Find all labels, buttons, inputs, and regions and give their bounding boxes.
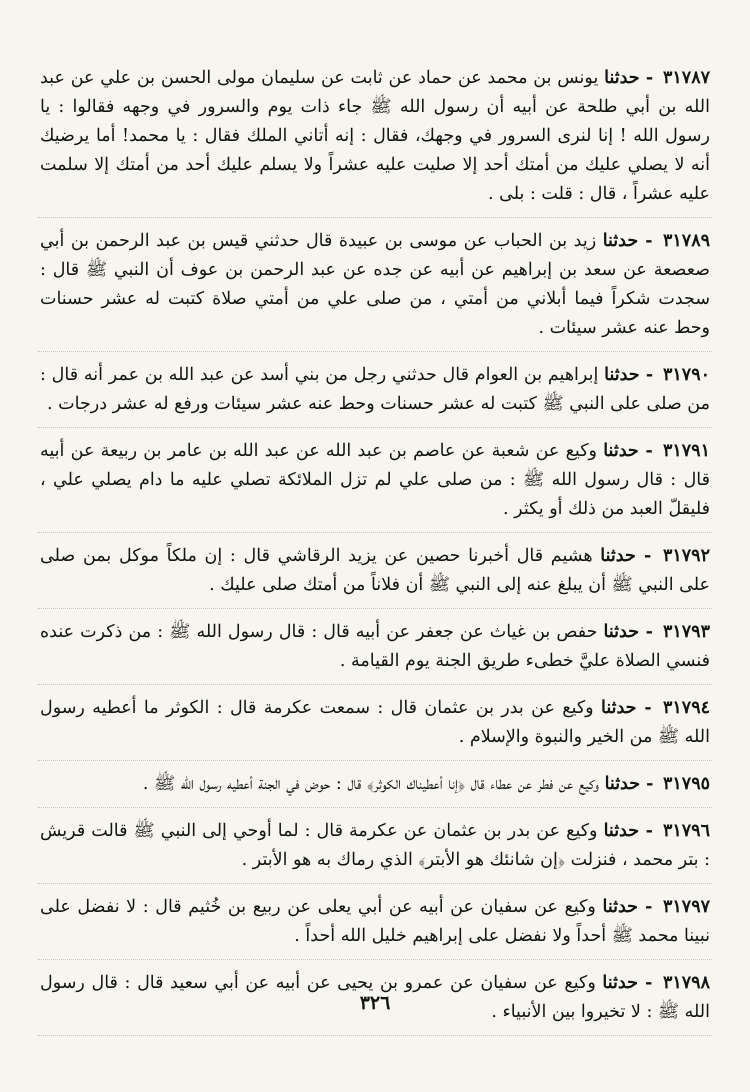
hadith-number: ٣١٧٩٠ — [663, 365, 710, 385]
hadith-number: ٣١٧٨٧ — [663, 68, 710, 88]
hadith-text: هشيم قال أخبرنا حصين عن يزيد الرقاشي قال : إن ملكاً موكل بمن صلى على النبي ﷺ أن يبلغ عنه إلى النبي ﷺ أن فلاناً من أمتك صلى عليك . — [40, 546, 710, 595]
hadith-text: حفص بن غياث عن جعفر عن أبيه قال : قال رسول الله ﷺ : من ذكرت عنده فنسي الصلاة عليَّ خطىء طريق الجنة يوم القيامة . — [40, 622, 710, 671]
hadith-31794 — [38, 694, 712, 761]
hadith-31790 — [38, 361, 712, 428]
hadith-number: ٣١٧٩١ — [662, 441, 710, 461]
page-number: ٣٢٦ — [359, 992, 391, 1014]
hadith-number: ٣١٧٩٦ — [662, 821, 710, 841]
hadith-text: زيد بن الحباب عن موسى بن عبيدة قال حدثني قيس بن عبد الرحمن بن أبي صعصعة عن سعد بن إبراهيم عن أبيه عن جده عن عبد الرحمن بن عوف أن النبي ﷺ قال : سجدت شكراً فيما أبلاني من أمتي ، من صلى علي من أمتي صلاة كتبت له عشر حسنات وحط عنه عشر سيئات . — [40, 231, 710, 338]
hadith-opening: - حدثنا — [603, 821, 653, 841]
hadith-opening: - حدثنا — [604, 774, 654, 794]
hadith-opening: - حدثنا — [604, 68, 654, 88]
hadith-31789 — [38, 227, 712, 352]
hadith-text: وكيع عن بدر بن عثمان عن عكرمة قال : لما أوحي إلى النبي ﷺ قالت قريش : بتر محمد ، فنزلت ﴿إن شانئك هو الأبتر﴾ الذي رماك به هو الأبتر . — [40, 821, 710, 870]
hadith-text: وكيع عن شعبة عن عاصم بن عبد الله عن عبد الله بن عامر بن ربيعة عن أبيه قال : قال رسول الله ﷺ : من صلى علي لم تزل الملائكة تصلي عليه ما دام يصلي علي ، فليقلّ العبد من ذلك أو يكثر . — [40, 441, 710, 519]
hadith-31793 — [38, 618, 712, 685]
hadith-number: ٣١٧٩٧ — [663, 897, 710, 917]
hadith-text: وكيع عن سفيان عن أبيه عن أبي يعلى عن ربيع بن خُثيم قال : لا نفضل على نبينا محمد ﷺ أحداً ولا نفضل على إبراهيم خليل الله أحداً . — [40, 897, 710, 946]
hadith-number: ٣١٧٩٢ — [662, 546, 710, 566]
hadith-31797 — [38, 893, 712, 960]
hadith-text: إبراهيم بن العوام قال حدثني رجل من بني أسد عن عبد الله بن عمر أنه قال : من صلى على النبي ﷺ كتبت له عشر حسنات وحط عنه عشر سيئات ورفع له عشر درجات . — [40, 365, 710, 414]
hadith-opening: - حدثنا — [603, 622, 653, 642]
hadith-opening: - حدثنا — [602, 897, 653, 917]
hadith-number: ٣١٧٩٥ — [663, 774, 710, 794]
hadith-opening: - حدثنا — [602, 231, 653, 251]
hadith-opening: - حدثنا — [604, 365, 654, 385]
hadith-opening: - حدثنا — [603, 441, 653, 461]
hadith-number: ٣١٧٩٤ — [663, 698, 710, 718]
hadith-opening: - حدثنا — [602, 973, 653, 993]
hadith-opening: - حدثنا — [600, 546, 652, 566]
hadith-31787 — [38, 64, 712, 218]
hadith-31796 — [38, 817, 712, 884]
hadith-number: ٣١٧٨٩ — [663, 231, 710, 251]
hadith-31795 — [38, 770, 712, 808]
hadith-text: وكيع عن بدر بن عثمان قال : سمعت عكرمة قال : الكوثر ما أعطيه رسول الله ﷺ من الخير والنبوة والإسلام . — [40, 698, 710, 747]
hadith-text: يونس بن محمد عن حماد عن ثابت عن سليمان مولى الحسن بن علي عن عبد الله بن أبي طلحة عن أبيه أن رسول الله ﷺ جاء ذات يوم والسرور في وجهه فقالوا : يا رسول الله ! إنا لنرى السرور في وجهك، فقال : إنه أتاني الملك فقال : يا محمد! أما يرضيك أنه لا يصلي عليك من أمتك أحد إلا صليت عليه عشراً ولا يسلم عليك أحد من أمتك إلا سلمت عليه عشراً ، قال : قلت : بلى . — [40, 68, 710, 204]
hadith-number: ٣١٧٩٣ — [662, 622, 710, 642]
hadith-opening: - حدثنا — [601, 698, 652, 718]
hadith-text: وكيع عن سفيان عن عمرو بن يحيى عن أبيه عن أبي سعيد قال : قال رسول الله ﷺ : لا تخيروا بين الأنبياء . — [40, 973, 710, 1022]
hadith-number: ٣١٧٩٨ — [662, 973, 710, 993]
hadith-text: وكيع عن فطر عن عطاء قال ﴿إنا أعطيناك الكوثر﴾ قال : حوض في الجنة أعطيه رسول الله ﷺ . — [142, 774, 599, 794]
hadith-31791 — [38, 437, 712, 533]
hadith-31792 — [38, 542, 712, 609]
